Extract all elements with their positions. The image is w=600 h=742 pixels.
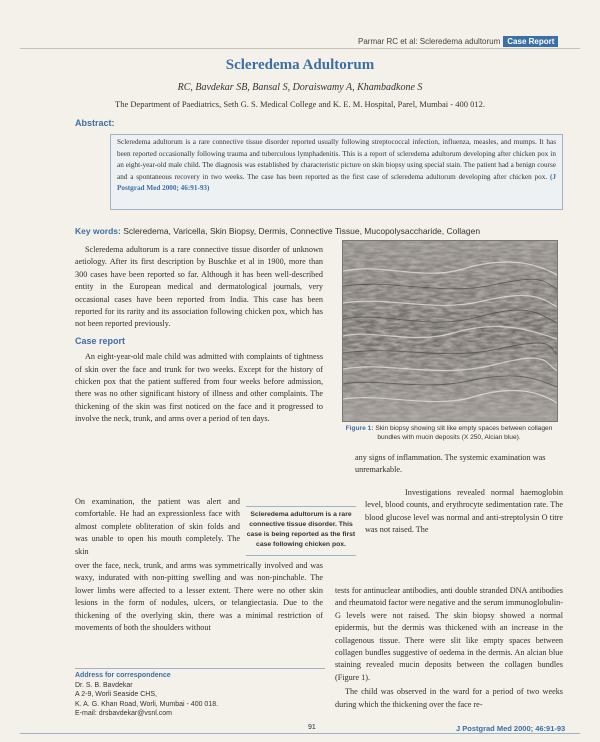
left-column bbox=[75, 244, 323, 430]
case-report-heading: Case report bbox=[75, 335, 126, 346]
correspondence-line: Dr. S. B. Bavdekar bbox=[75, 681, 133, 689]
figure-label: Figure 1: bbox=[345, 425, 374, 432]
lab-results-paragraph: tests for antinuclear antibodies, anti double stranded DNA antibodies and rheumatoid factor were negative and the serum immunoglobulin-G levels were not raised. The skin biopsy showed a normal epidermis, but the dermis was thickened with an increase in the collagenous tissue. There were slit like empty spaces between collagen bundles suggestive of oedema in the dermis. An alcian blue staining revealed mucin deposits between the collagen bundles (Figure 1). bbox=[335, 586, 563, 682]
header-rule bbox=[20, 48, 580, 49]
abstract-citation: (J Postgrad Med 2000; 46:91-93) bbox=[117, 172, 556, 192]
case-paragraph-2-continued: over the face, neck, trunk, and arms was symmetrically involved and was waxy, indurated with non-pitting swelling and was non-pinchable. The lower limbs were affected to a lesser extent. There were no other skin lesions in the form of nodules, ulcers, or telangiectasia. Due to the thickening of the overlying skin, there was a minimal restriction of movements of both the shoulders without bbox=[75, 561, 323, 633]
correspondence-line: A 2-9, Worli Seaside CHS, bbox=[75, 691, 157, 698]
course-paragraph: The child was observed in the ward for a period of two weeks during which the thickening over the face re- bbox=[335, 687, 563, 709]
figure-caption-text: Skin biopsy showing slit like empty spaces between collagen bundles with mucin deposits (X 250, Alcian blue). bbox=[375, 425, 553, 441]
abstract-text: Scleredema adultorum is a rare connective tissue disorder reported usually following streptococcal infection, influenza, measles, and mumps. It has been reported occasionally following trauma and tuberculous lymphadenitis. This is a report of scleredema adultorum developing after chicken pox in an eight-year-old male child. The diagnosis was established by characteristic picture on skin biopsy using special stain. The patient had a benign course and a spontaneous recovery in two weeks. The case has been reported as the first case of scleredema adultorum developing after chicken pox. bbox=[117, 138, 556, 181]
investigations-text: Investigations revealed normal haemoglobin level, blood counts, and erythrocyte sedimentation rate. The blood glucose level was normal and anti-streptolysin O titre was not raised. The bbox=[365, 488, 563, 535]
author-list: RC, Bavdekar SB, Bansal S, Doraiswamy A, Khambadkone S bbox=[177, 82, 423, 93]
right-lower-column bbox=[335, 585, 563, 713]
correspondence-rule bbox=[75, 668, 325, 669]
case-paragraph-2: On examination, the patient was alert and comfortable. He had an expressionless face with almost complete obliteration of skin folds and was unable to open his mouth completely. The skin bbox=[75, 497, 240, 556]
correspondence-heading: Address for correspondence bbox=[75, 672, 171, 679]
abstract-box bbox=[110, 134, 563, 210]
running-title: Parmar RC et al: Scleredema adultorum bbox=[358, 37, 501, 46]
correspondence-block bbox=[75, 668, 325, 719]
keywords-label: Key words: bbox=[75, 226, 121, 236]
page-number: 91 bbox=[308, 724, 316, 731]
case-paragraph-1: An eight-year-old male child was admitted with complaints of tightness of skin over the face and trunk for two weeks. Except for the history of chicken pox that the patient suffered from four weeks before admission, there was no other significant history of illness and other complaints. The thickening of the skin was first noticed on the face and it progressed to involve the neck, trunk, and arms over a period of ten days. bbox=[75, 352, 323, 424]
correspondence-line: K. A. G. Khan Road, Worli, Mumbai - 400 018. bbox=[75, 700, 219, 708]
running-header bbox=[358, 37, 558, 46]
keywords bbox=[75, 226, 575, 236]
keywords-text: Scleredema, Varicella, Skin Biopsy, Dermis, Connective Tissue, Mucopolysaccharide, Collagen bbox=[123, 226, 481, 236]
biopsy-micrograph bbox=[343, 241, 557, 421]
footer-rule bbox=[20, 733, 580, 734]
intro-paragraph: Scleredema adultorum is a rare connective tissue disorder of unknown aetiology. After its first description by Buschke et al in 1900, more than 300 cases have been reported so far. Although it has been well-described entity in the European medical and dermatological journals, very occasional cases have been reported from India. This case has been reported for its rarity and its association following chicken pox, which has not been reported previously. bbox=[75, 245, 323, 329]
figure-1-image bbox=[342, 240, 558, 422]
case-report-badge: Case Report bbox=[503, 36, 558, 47]
figure-caption bbox=[340, 424, 558, 442]
right-top-text: any signs of inflammation. The systemic examination was unremarkable. bbox=[355, 453, 546, 475]
affiliation: The Department of Paediatrics, Seth G. S. Medical College and K. E. M. Hospital, Parel, Mumbai - 400 012. bbox=[115, 99, 485, 109]
article-title: Scleredema Adultorum bbox=[225, 57, 375, 73]
pull-quote: Scleredema adultorum is a rare connective tissue disorder. This case is being reported as the first case following chicken pox. bbox=[246, 506, 356, 556]
correspondence-email: E-mail: drsbavdekar@vsnl.com bbox=[75, 710, 172, 717]
investigations-paragraph bbox=[365, 487, 563, 537]
journal-citation: J Postgrad Med 2000; 46:91-93 bbox=[456, 724, 566, 733]
abstract-label: Abstract: bbox=[75, 118, 115, 128]
